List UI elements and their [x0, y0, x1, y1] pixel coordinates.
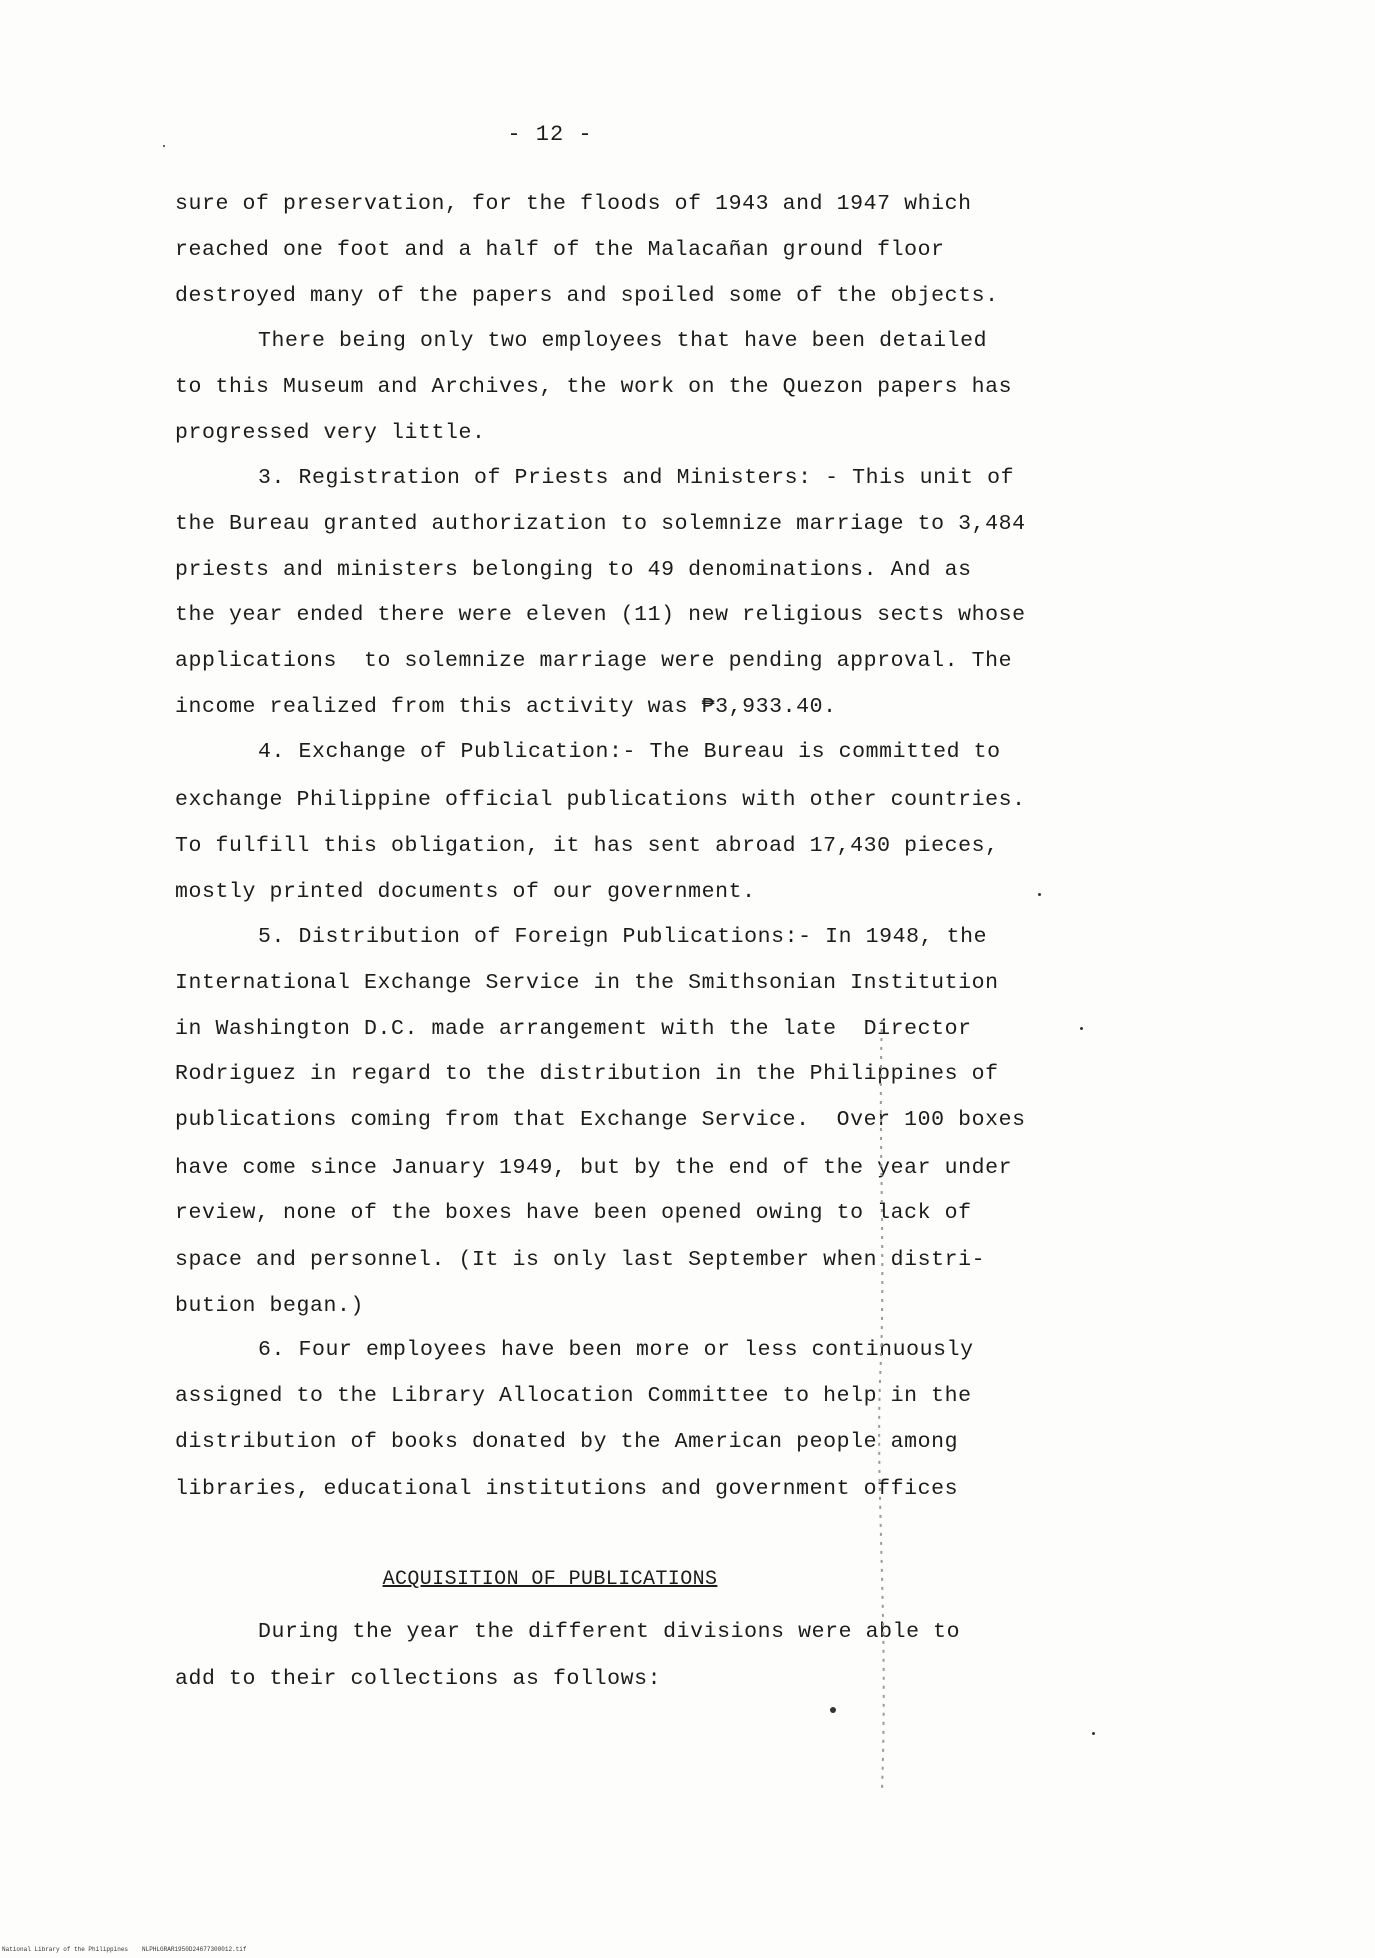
section-heading: ACQUISITION OF PUBLICATIONS — [382, 1568, 718, 1591]
scan-speck — [1080, 1027, 1083, 1030]
body-line: sure of preservation, for the floods of 1943 and 1947 which — [175, 192, 972, 216]
scan-speck — [163, 145, 165, 147]
body-line: bution began.) — [175, 1294, 365, 1318]
body-line: distribution of books donated by the American people among — [175, 1430, 959, 1454]
body-line: destroyed many of the papers and spoiled some of the objects. — [175, 284, 999, 308]
page-number: - 12 - — [507, 122, 593, 147]
paragraph-first-line: 6. Four employees have been more or less continuously — [258, 1338, 974, 1362]
scan-footer — [2, 1946, 260, 1953]
body-line: income realized from this activity was ₱3,933.40. — [175, 695, 837, 719]
paragraph-first-line: There being only two employees that have been detailed — [258, 329, 988, 353]
body-line: the Bureau granted authorization to solemnize marriage to 3,484 — [175, 512, 1026, 536]
body-line: space and personnel. (It is only last September when distri- — [175, 1248, 986, 1272]
body-line: review, none of the boxes have been opened owing to lack of — [175, 1201, 972, 1225]
paragraph-first-line: 3. Registration of Priests and Ministers: - This unit of — [258, 466, 1015, 490]
body-line: Rodriguez in regard to the distribution in the Philippines of — [175, 1062, 999, 1086]
body-line: applications to solemnize marriage were pending approval. The — [175, 649, 1013, 673]
footer-file-id: NLPHLGRAR1950D24677300012.tif — [142, 1946, 247, 1953]
body-line: assigned to the Library Allocation Committee to help in the — [175, 1384, 972, 1408]
scan-speck — [1092, 1732, 1095, 1735]
scan-speck — [830, 1707, 836, 1713]
body-line: in Washington D.C. made arrangement with the late Director — [175, 1017, 972, 1041]
paragraph-first-line: 4. Exchange of Publication:- The Bureau is committed to — [258, 740, 1001, 764]
body-line: exchange Philippine official publications with other countries. — [175, 788, 1026, 812]
body-line: to this Museum and Archives, the work on the Quezon papers has — [175, 375, 1013, 399]
scan-streak — [868, 1020, 898, 1790]
body-line: publications coming from that Exchange Service. Over 100 boxes — [175, 1108, 1026, 1132]
body-line: International Exchange Service in the Smithsonian Institution — [175, 971, 999, 995]
body-line: reached one foot and a half of the Malacañan ground floor — [175, 238, 945, 262]
scan-speck — [1038, 893, 1041, 896]
body-line: the year ended there were eleven (11) new religious sects whose — [175, 603, 1026, 627]
body-line: priests and ministers belonging to 49 denominations. And as — [175, 558, 972, 582]
body-line: To fulfill this obligation, it has sent abroad 17,430 pieces, — [175, 834, 999, 858]
paragraph-first-line: 5. Distribution of Foreign Publications:- In 1948, the — [258, 925, 988, 949]
body-line: mostly printed documents of our government. — [175, 880, 756, 904]
body-line: progressed very little. — [175, 421, 486, 445]
body-line: have come since January 1949, but by the end of the year under — [175, 1156, 1013, 1180]
body-line: libraries, educational institutions and government offices — [175, 1477, 959, 1501]
paragraph-first-line: During the year the different divisions were able to — [258, 1620, 961, 1644]
body-line: add to their collections as follows: — [175, 1667, 662, 1691]
footer-library: National Library of the Philippines — [2, 1946, 129, 1953]
